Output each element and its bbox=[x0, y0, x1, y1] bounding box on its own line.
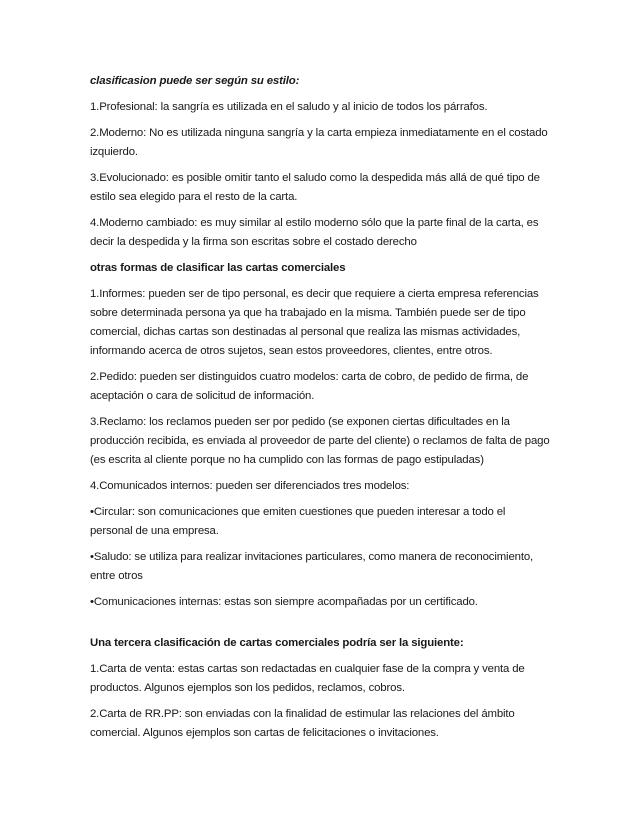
third-item-carta-rrpp: 2.Carta de RR.PP: son enviadas con la finalidad de estimular las relaciones del ámbito comercial. Algunos ejemplos son cartas de felicitaciones o invitaciones. bbox=[90, 708, 515, 739]
heading-third-classification: Una tercera clasificación de cartas comerciales podría ser la siguiente: bbox=[90, 637, 464, 649]
other-item-pedido: 2.Pedido: pueden ser distinguidos cuatro modelos: carta de cobro, de pedido de firma, de aceptación o cara de solicitud de información. bbox=[90, 371, 529, 402]
style-item-profesional: 1.Profesional: la sangría es utilizada en el saludo y al inicio de todos los párrafos. bbox=[90, 101, 488, 113]
bullet-circular: •Circular: son comunicaciones que emiten cuestiones que pueden interesar a todo el personal de una empresa. bbox=[90, 506, 506, 537]
other-item-comunicados: 4.Comunicados internos: pueden ser diferenciados tres modelos: bbox=[90, 480, 410, 492]
third-item-carta-venta: 1.Carta de venta: estas cartas son redactadas en cualquier fase de la compra y venta de productos. Algunos ejemplos son los pedidos, reclamos, cobros. bbox=[90, 663, 525, 694]
heading-style-classification: clasificasion puede ser según su estilo: bbox=[90, 75, 300, 87]
bullet-saludo: •Saludo: se utiliza para realizar invitaciones particulares, como manera de reconocimiento, entre otros bbox=[90, 551, 534, 582]
style-item-evolucionado: 3.Evolucionado: es posible omitir tanto el saludo como la despedida más allá de qué tipo de estilo sea elegido para el resto de la carta. bbox=[90, 172, 540, 203]
style-item-moderno: 2.Moderno: No es utilizada ninguna sangría y la carta empieza inmediatamente en el costado izquierdo. bbox=[90, 127, 548, 158]
heading-other-forms: otras formas de clasificar las cartas comerciales bbox=[90, 262, 346, 274]
other-item-informes: 1.Informes: pueden ser de tipo personal, es decir que requiere a cierta empresa referencias sobre determinada persona ya que ha trabajado en la misma. También puede ser de tipo comercial, dichas cartas son destinadas al personal que realiza las mismas actividades, informando acerca de otros sujetos, sean estos proveedores, clientes, entre otros. bbox=[90, 288, 539, 357]
section-spacer bbox=[90, 619, 550, 634]
other-item-reclamo: 3.Reclamo: los reclamos pueden ser por pedido (se exponen ciertas dificultades en la producción recibida, es enviada al proveedor de parte del cliente) o reclamos de falta de pago (es escrita al cliente porque no ha cumplido con las formas de pago estipuladas) bbox=[90, 416, 550, 466]
bullet-comunicaciones-internas: •Comunicaciones internas: estas son siempre acompañadas por un certificado. bbox=[90, 596, 478, 608]
document-body bbox=[90, 72, 550, 750]
style-item-moderno-cambiado: 4.Moderno cambiado: es muy similar al estilo moderno sólo que la parte final de la carta, es decir la despedida y la firma son escritas sobre el costado derecho bbox=[90, 217, 539, 248]
